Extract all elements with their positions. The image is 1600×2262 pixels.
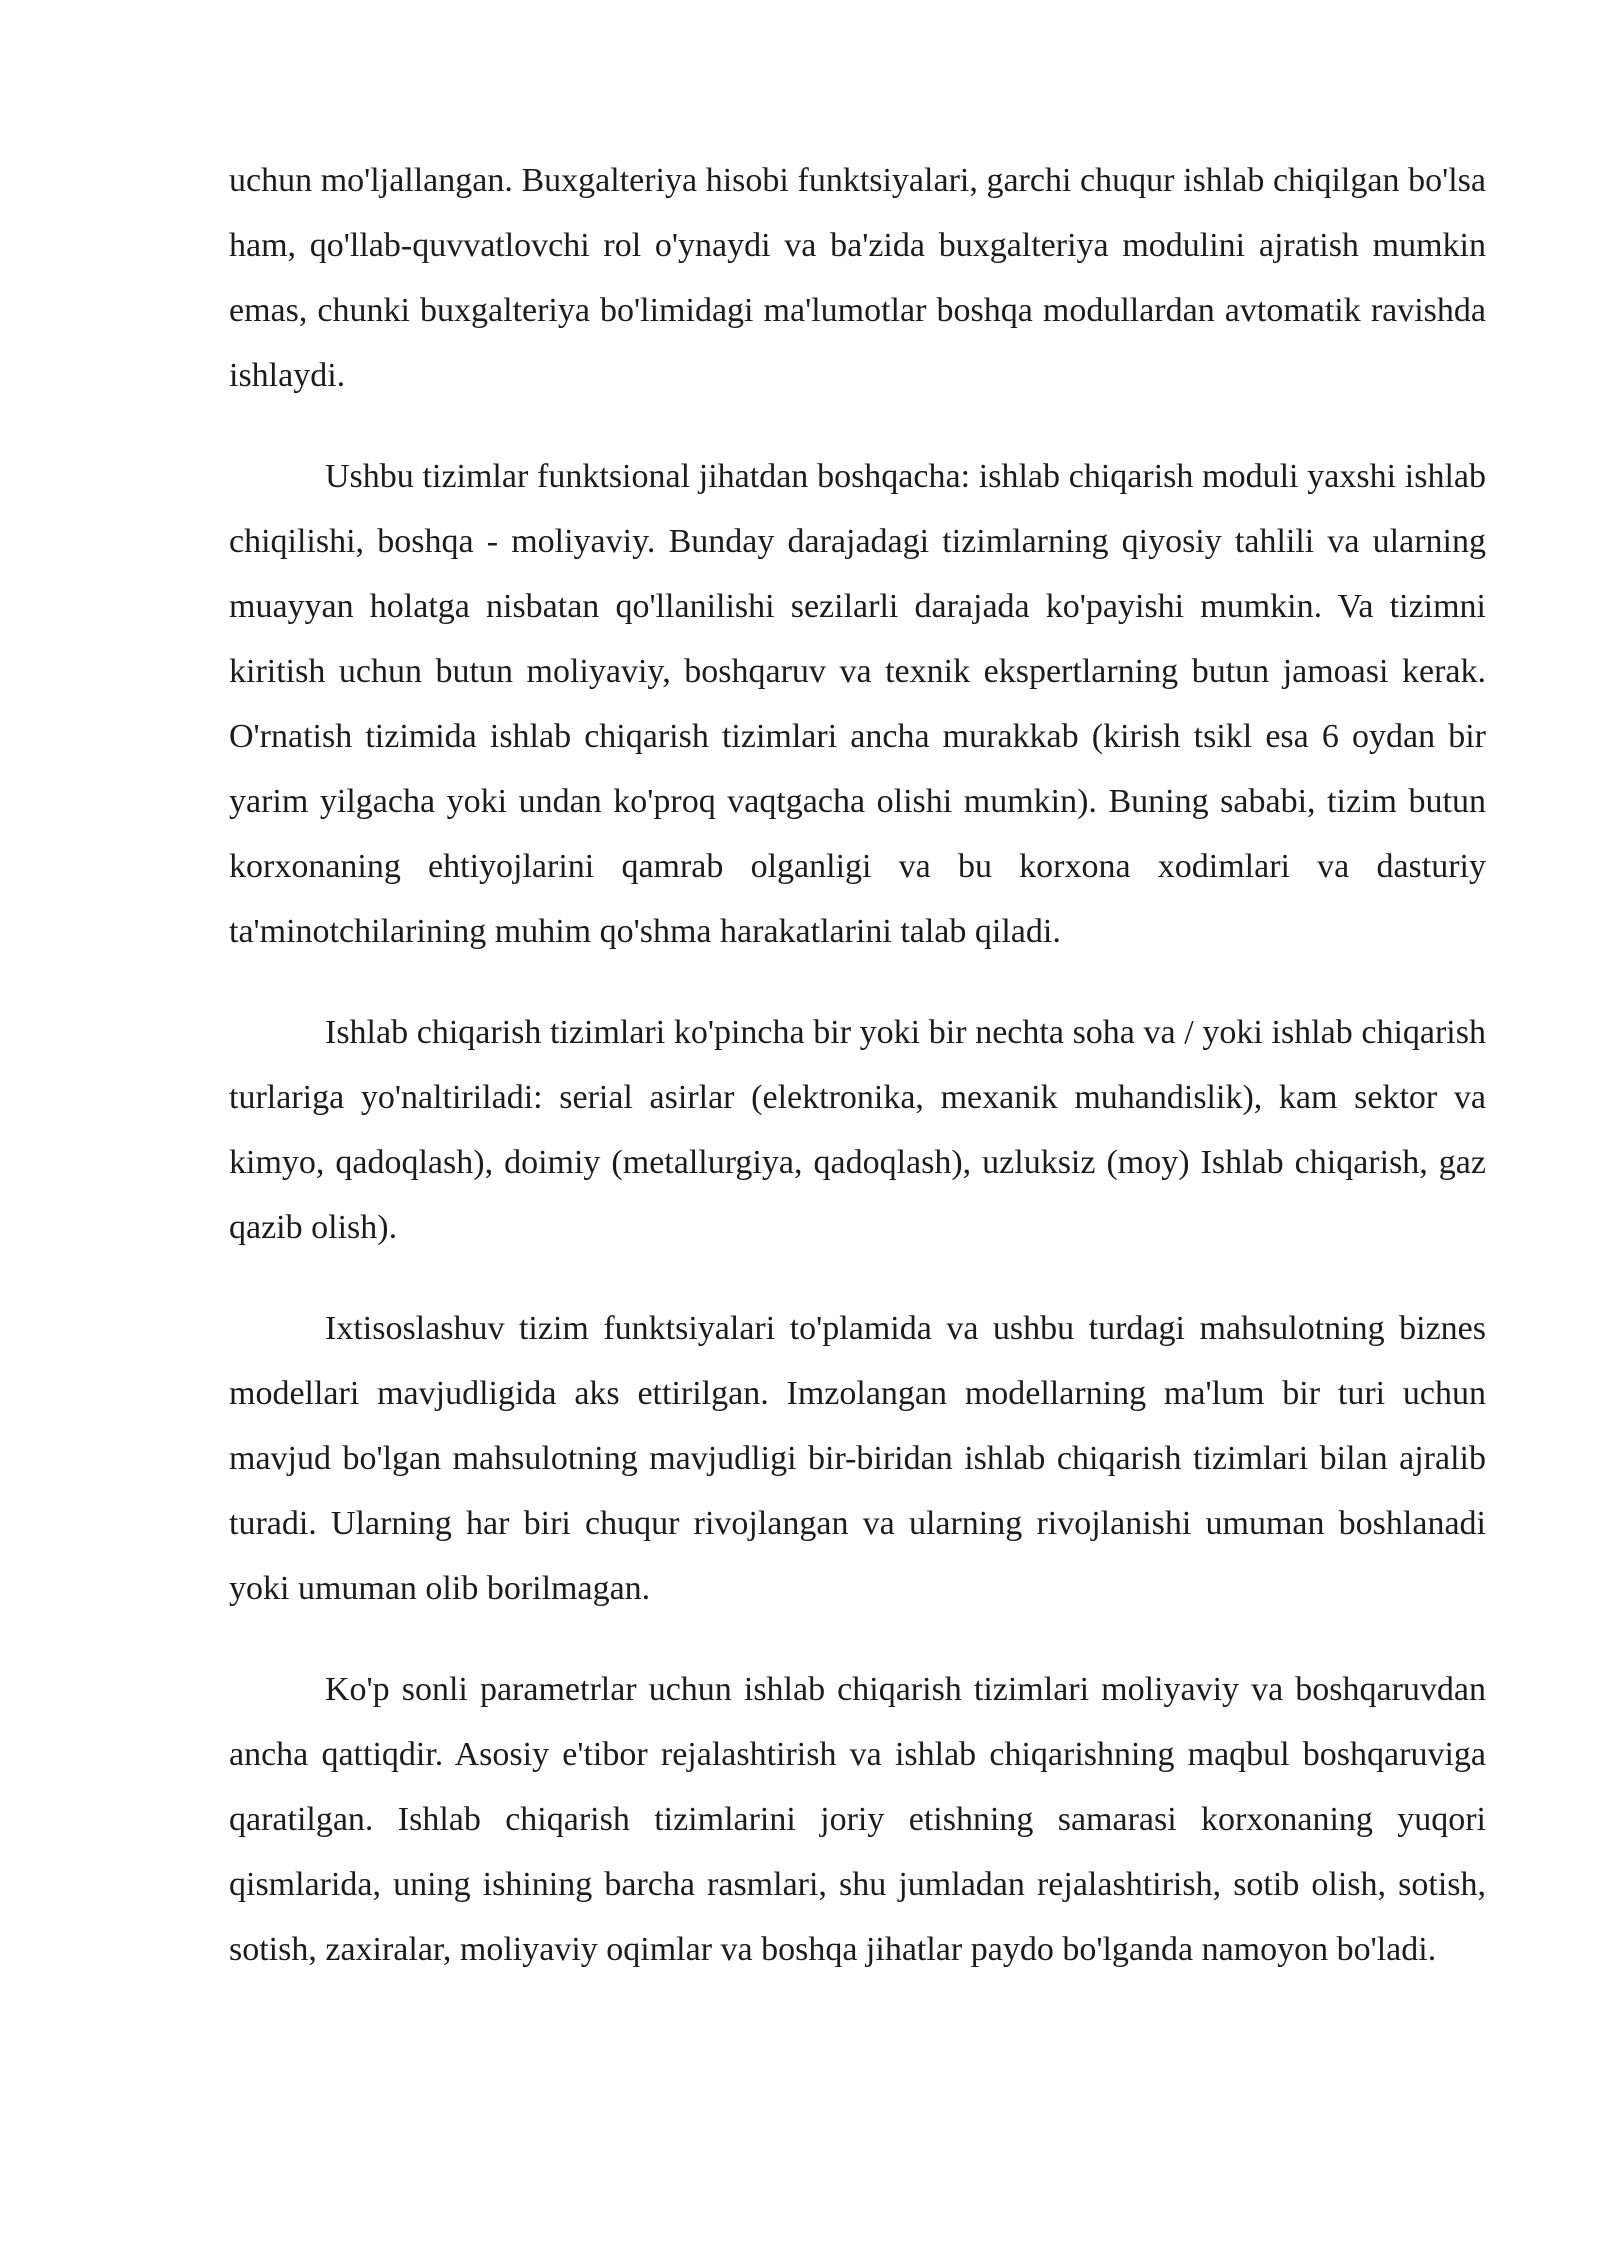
- paragraph-2: Ushbu tizimlar funktsional jihatdan boshqacha: ishlab chiqarish moduli yaxshi ishlab chiqilishi, boshqa - moliyaviy. Bunday darajadagi tizimlarning qiyosiy tahlili va ularning muayyan holatga nisbatan qo'llanilishi sezilarli darajada ko'payishi mumkin. Va tizimni kiritish uchun butun moliyaviy, boshqaruv va texnik ekspertlarning butun jamoasi kerak. O'rnatish tizimida ishlab chiqarish tizimlari ancha murakkab (kirish tsikl esa 6 oydan bir yarim yilgacha yoki undan ko'proq vaqtgacha olishi mumkin). Buning sababi, tizim butun korxonaning ehtiyojlarini qamrab olganligi va bu korxona xodimlari va dasturiy ta'minotchilarining muhim qo'shma harakatlarini talab qiladi.: [229, 458, 1486, 950]
- paragraph-3: Ishlab chiqarish tizimlari ko'pincha bir yoki bir nechta soha va / yoki ishlab chiqarish turlariga yo'naltiriladi: serial asirlar (elektronika, mexanik muhandislik), kam sektor va kimyo, qadoqlash), doimiy (metallurgiya, qadoqlash), uzluksiz (moy) Ishlab chiqarish, gaz qazib olish).: [229, 1014, 1486, 1246]
- document-body: [229, 148, 1486, 2018]
- paragraph-4: Ixtisoslashuv tizim funktsiyalari to'plamida va ushbu turdagi mahsulotning biznes modellari mavjudligida aks ettirilgan. Imzolangan modellarning ma'lum bir turi uchun mavjud bo'lgan mahsulotning mavjudligi bir-biridan ishlab chiqarish tizimlari bilan ajralib turadi. Ularning har biri chuqur rivojlangan va ularning rivojlanishi umuman boshlanadi yoki umuman olib borilmagan.: [229, 1310, 1486, 1607]
- paragraph-5: Ko'p sonli parametrlar uchun ishlab chiqarish tizimlari moliyaviy va boshqaruvdan ancha qattiqdir. Asosiy e'tibor rejalashtirish va ishlab chiqarishning maqbul boshqaruviga qaratilgan. Ishlab chiqarish tizimlarini joriy etishning samarasi korxonaning yuqori qismlarida, uning ishining barcha rasmlari, shu jumladan rejalashtirish, sotib olish, sotish, sotish, zaxiralar, moliyaviy oqimlar va boshqa jihatlar paydo bo'lganda namoyon bo'ladi.: [229, 1671, 1486, 1968]
- paragraph-1: uchun mo'ljallangan. Buxgalteriya hisobi funktsiyalari, garchi chuqur ishlab chiqilgan bo'lsa ham, qo'llab-quvvatlovchi rol o'ynaydi va ba'zida buxgalteriya modulini ajratish mumkin emas, chunki buxgalteriya bo'limidagi ma'lumotlar boshqa modullardan avtomatik ravishda ishlaydi.: [229, 162, 1486, 394]
